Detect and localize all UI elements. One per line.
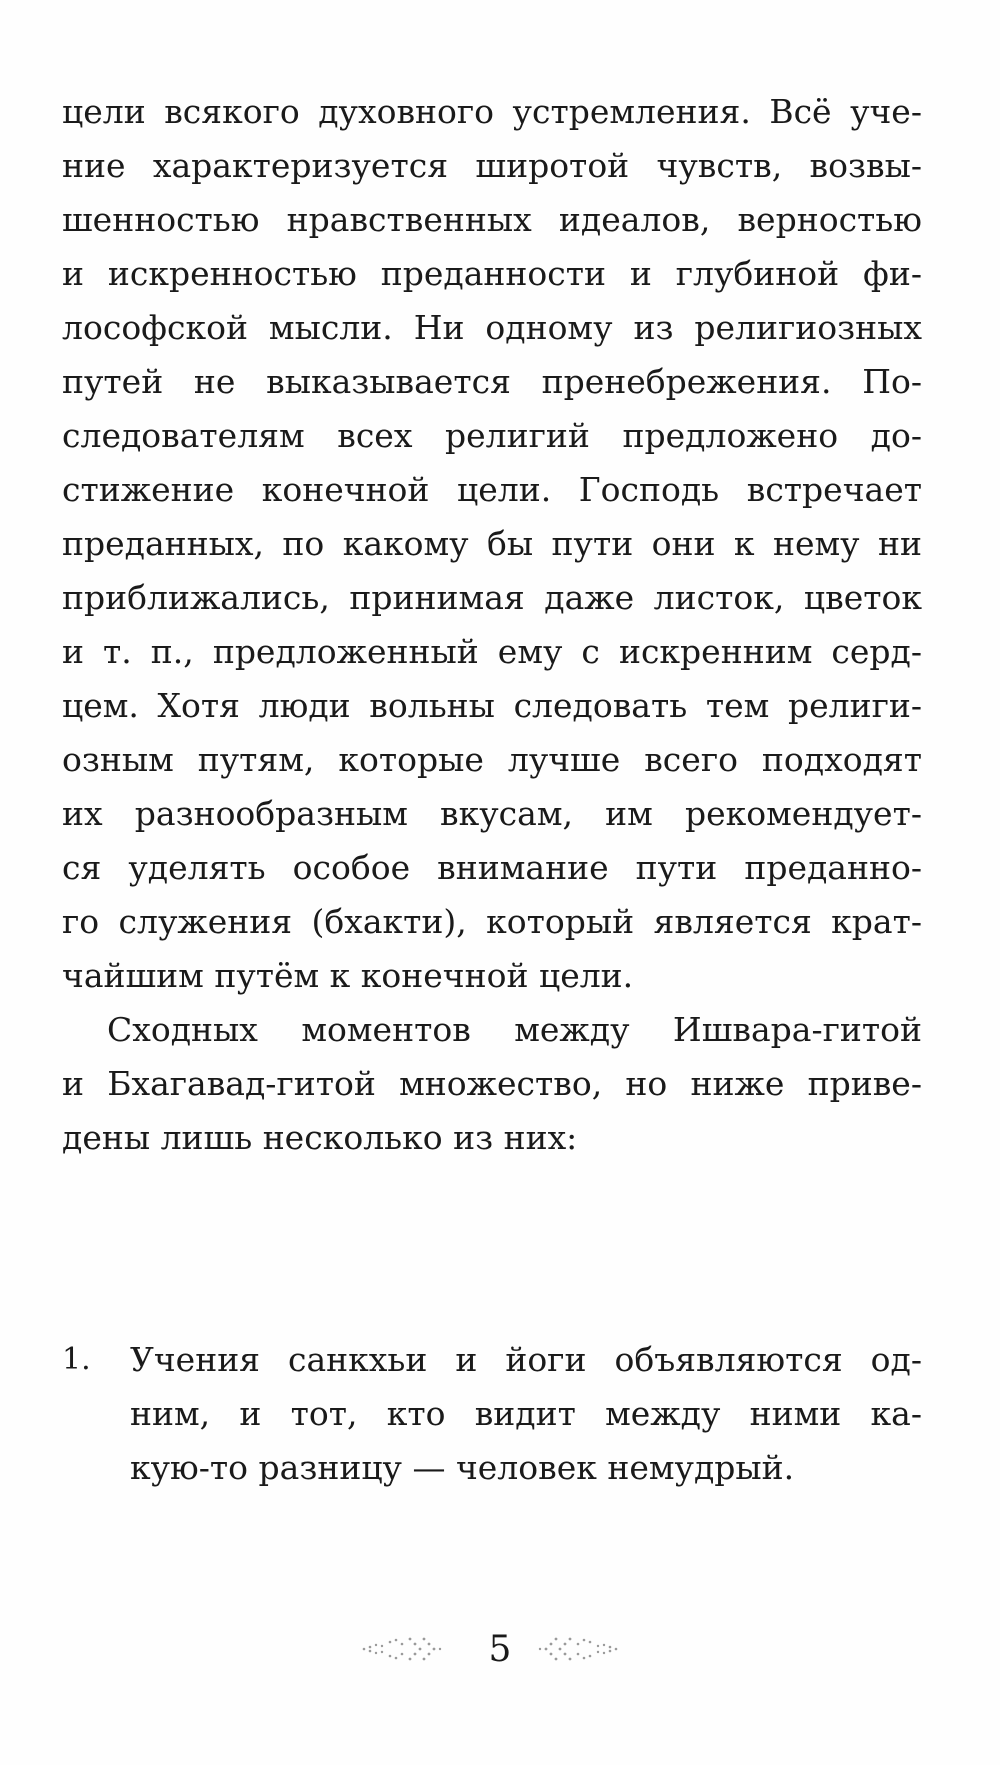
text-line: приближались, принимая даже листок, цветок xyxy=(62,578,922,617)
text-line: дены лишь несколько из них: xyxy=(62,1118,578,1157)
text-line: лософской мысли. Ни одному из религиозных xyxy=(62,308,922,347)
text-line: цели всякого духовного устремления. Всё уче- xyxy=(62,92,922,131)
text-line: озным путям, которые лучше всего подходят xyxy=(62,740,922,779)
ornament-left-icon xyxy=(360,1634,450,1664)
text-line: ним, и тот, кто видит между ними ка- xyxy=(130,1394,922,1433)
text-line: Сходных моментов между Ишвара-гитой xyxy=(107,1010,922,1049)
text-line: го служения (бхакти), который является крат- xyxy=(62,902,922,941)
text-line: и Бхагавад-гитой множество, но ниже приве- xyxy=(62,1064,922,1103)
list-item-number: 1. xyxy=(62,1342,91,1377)
text-line: и т. п., предложенный ему с искренним серд- xyxy=(62,632,922,671)
text-line: Учения санкхьи и йоги объявляются од- xyxy=(130,1340,922,1379)
ornament-right-icon xyxy=(530,1634,620,1664)
text-line: шенностью нравственных идеалов, верностью xyxy=(62,200,922,239)
page-footer xyxy=(0,1620,1000,1680)
text-line: ние характеризуется широтой чувств, возвы- xyxy=(62,146,922,185)
text-line: кую-то разницу — человек немудрый. xyxy=(130,1448,795,1487)
text-line: следователям всех религий предложено до- xyxy=(62,416,922,455)
text-line: преданных, по какому бы пути они к нему ни xyxy=(62,524,922,563)
page-number: 5 xyxy=(488,1629,512,1670)
text-line: и искренностью преданности и глубиной фи- xyxy=(62,254,922,293)
text-line: ся уделять особое внимание пути преданно- xyxy=(62,848,922,887)
text-line: путей не выказывается пренебрежения. По- xyxy=(62,362,922,401)
text-line: стижение конечной цели. Господь встречает xyxy=(62,470,922,509)
text-line: цем. Хотя люди вольны следовать тем религи- xyxy=(62,686,922,725)
text-line: чайшим путём к конечной цели. xyxy=(62,956,634,995)
text-line: их разнообразным вкусам, им рекомендует- xyxy=(62,794,922,833)
